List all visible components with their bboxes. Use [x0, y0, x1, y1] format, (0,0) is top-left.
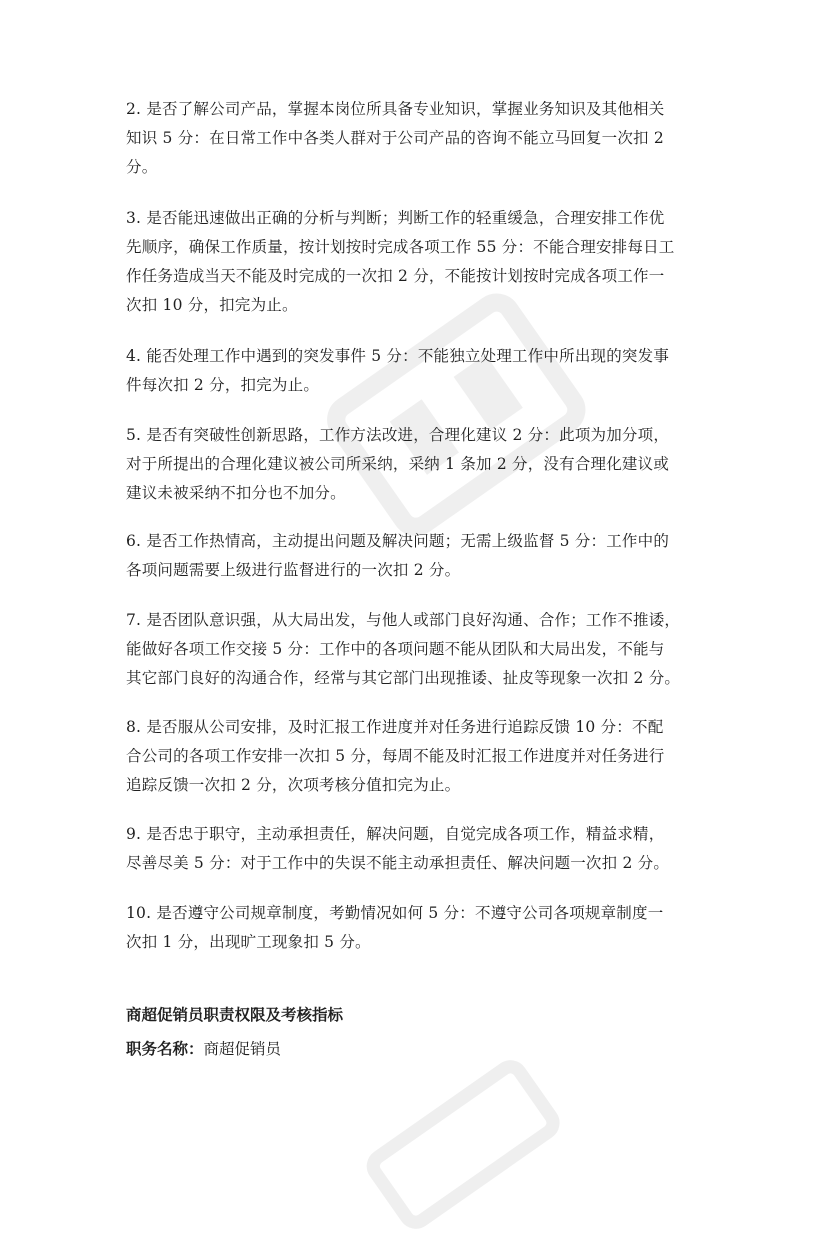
criterion-item-5: 5. 是否有突破性创新思路，工作方法改进，合理化建议 2 分：此项为加分项， 对于所提出的合理化建议被公司所采纳，采纳 1 条加 2 分，没有合理化建议或 建议未被采纳不扣分也不加分。 [126, 426, 670, 502]
watermark-logo-bottom [335, 1028, 584, 1252]
criterion-item-9: 9. 是否忠于职守，主动承担责任，解决问题，自觉完成各项工作，精益求精， 尽善尽美 5 分：对于工作中的失误不能主动承担责任、解决问题一次扣 2 分。 [126, 825, 670, 872]
criterion-item-3: 3. 是否能迅速做出正确的分析与判断；判断工作的轻重缓急，合理安排工作优 先顺序，确保工作质量，按计划按时完成各项工作 55 分：不能合理安排每日工 作任务造成当天不能及时完成的一次扣 2 分，不能按计划按时完成各项工作一 次扣 10 分，扣完为止。 [126, 209, 675, 314]
job-title-value: 商超促销员 [203, 1040, 282, 1058]
criterion-item-8: 8. 是否服从公司安排，及时汇报工作进度并对任务进行追踪反馈 10 分：不配 合公司的各项工作安排一次扣 5 分，每周不能及时汇报工作进度并对任务进行 追踪反馈一次扣 2 分，次项考核分值扣完为止。 [126, 718, 665, 794]
criterion-item-6: 6. 是否工作热情高，主动提出问题及解决问题；无需上级监督 5 分：工作中的 各项问题需要上级进行监督进行的一次扣 2 分。 [126, 532, 670, 579]
criterion-item-10: 10. 是否遵守公司规章制度，考勤情况如何 5 分：不遵守公司各项规章制度一 次扣 1 分，出现旷工现象扣 5 分。 [126, 904, 664, 951]
criterion-item-4: 4. 能否处理工作中遇到的突发事件 5 分：不能独立处理工作中所出现的突发事 件每次扣 2 分，扣完为止。 [126, 347, 670, 394]
job-title-line [126, 1036, 281, 1062]
criterion-item-2: 2. 是否了解公司产品，掌握本岗位所具备专业知识，掌握业务知识及其他相关 知识 5 分：在日常工作中各类人群对于公司产品的咨询不能立马回复一次扣 2 分。 [126, 100, 665, 176]
job-title-label: 职务名称： [126, 1039, 204, 1058]
criterion-item-7: 7. 是否团队意识强，从大局出发，与他人或部门良好沟通、合作；工作不推诿， 能做好各项工作交接 5 分：工作中的各项问题不能从团队和大局出发，不能与 其它部门良好的沟通合作，经常与其它部门出现推诿、扯皮等现象一次扣 2 分。 [126, 611, 681, 687]
section-title: 商超促销员职责权限及考核指标 [126, 1005, 344, 1024]
